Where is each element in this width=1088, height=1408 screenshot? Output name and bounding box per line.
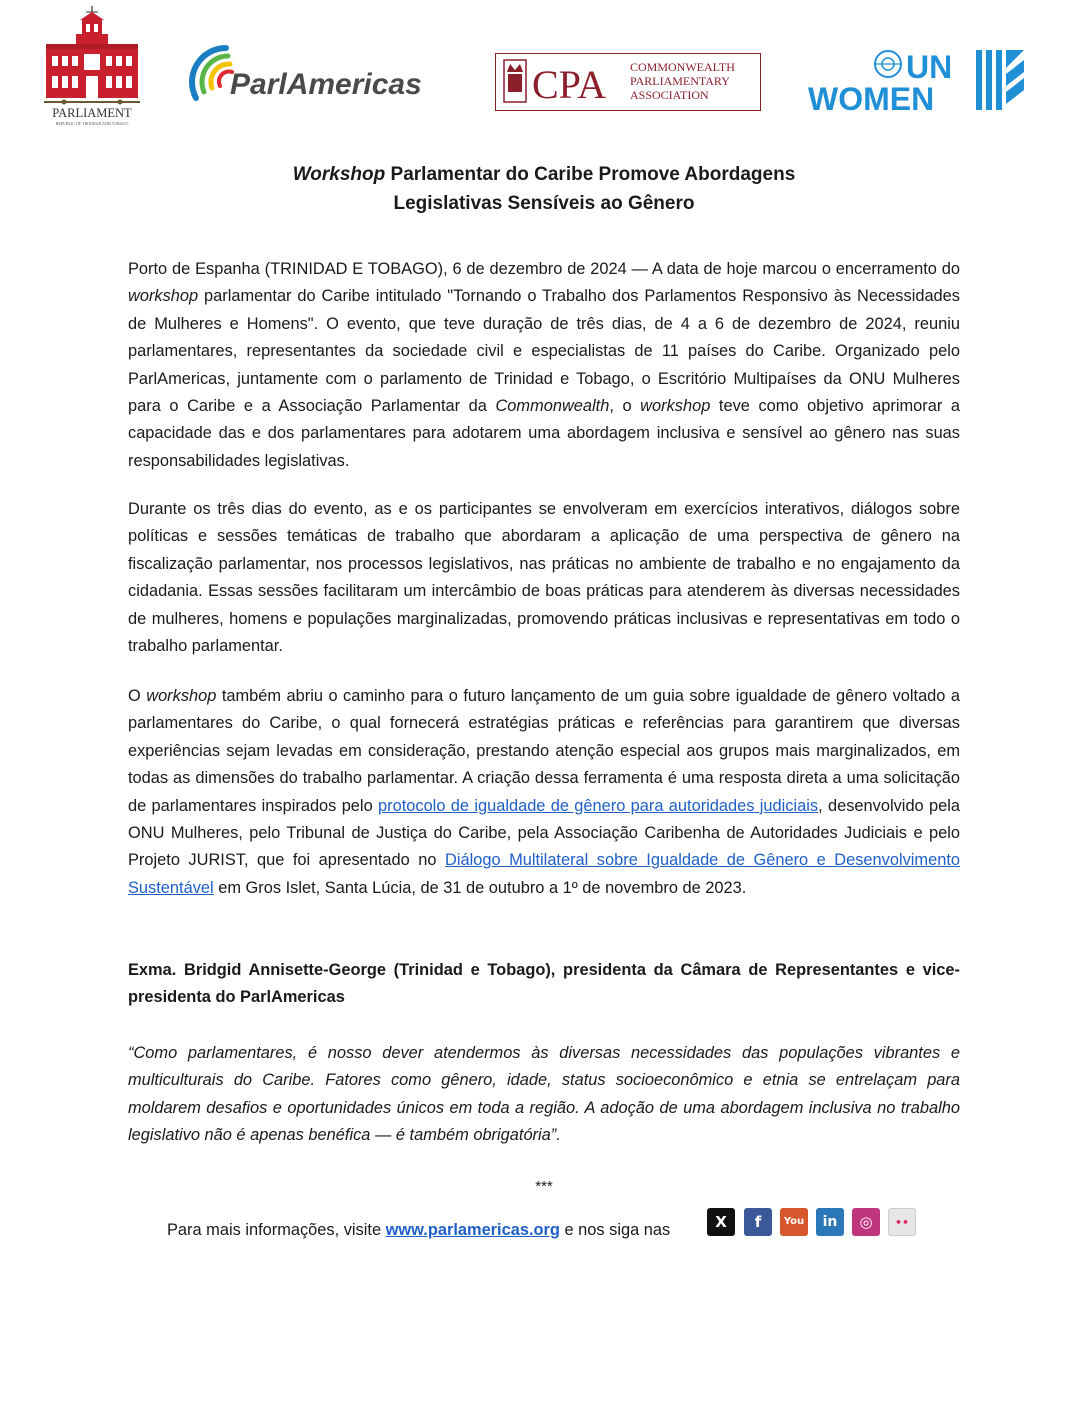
parlamericas-logo [186,42,466,118]
speaker-quote [128,1040,960,1150]
p1-text-b: parlamentar do Caribe intitulado "Tornando o Trabalho dos Parlamentos Responsivo às Necessidades de Mulheres e Homens". O evento, que teve duração de três dias, de 4 a 6 de dezembro de 2024, reuniu parlamentares, representantes da sociedade civil e especialistas de 11 países do Caribe. Organizado pelo ParlAmericas, juntamente com o parlamento de Trinidad e Tobago, o Escritório Multipaíses da ONU Mulheres para o Caribe e a Associação Parlamentar da [128,287,960,416]
p2-text: Durante os três dias do evento, as e os participantes se envolveram em exercícios interativos, diálogos sobre políticas e sessões temáticas de trabalho que abordaram a aplicação de uma perspectiva de gênero na fiscalização parlamentar, nos processos legislativos, nas práticas no ambiente de trabalho e no engajamento da cidadania. Essas sessões facilitaram um intercâmbio de boas práticas para atenderem às diversas necessidades de mulheres, homens e populações marginalizadas, promovendo práticas inclusivas e representativas em todo o trabalho parlamentar. [128,500,960,656]
paragraph-guide [128,683,960,902]
cpa-logo-line2: PARLIAMENTARY [630,74,730,88]
p3-text-a: O [128,687,147,705]
logo-bar [0,0,1088,140]
cpa-logo-acronym: CPA [532,62,607,107]
unwomen-logo-line2: WOMEN [808,81,935,112]
parliament-logo-sublabel: REPUBLIC OF TRINIDAD AND TOBAGO [55,121,129,126]
cpa-logo-line3: ASSOCIATION [630,88,709,102]
title-line-1-text: Parlamentar do Caribe Promove Abordagens [385,164,796,185]
cpa-logo-line1: COMMONWEALTH [630,60,735,74]
footer-prefix: Para mais informações, visite [167,1221,386,1239]
p1-em-commonwealth: Commonwealth [495,397,610,416]
p1-text-d: teve como objetivo aprimorar a capacidade das e dos parlamentares para adotarem uma abordagem inclusiva e sensível ao gênero nas suas responsabilidades legislativas. [128,397,961,470]
press-release-title [128,160,960,218]
footer-contact [167,1218,670,1242]
dialogue-link[interactable]: Diálogo Multilateral sobre Igualdade de Gênero e Desenvolvimento Sustentável [128,851,960,897]
cpa-logo [495,53,761,111]
facebook-icon[interactable]: f [744,1208,772,1236]
p3-text-b: também abriu o caminho para o futuro lançamento de um guia sobre igualdade de gênero voltado a parlamentares do Caribe, o qual fornecerá estratégias práticas e referências para garantirem que diversas experiências sejam levadas em consideração, prestando atenção especial aos grupos mais marginalizados, em todas as dimensões do trabalho parlamentar. A criação dessa ferramenta é uma resposta direta a uma solicitação de parlamentares inspirados pelo [128,687,961,815]
unwomen-logo [806,48,1028,112]
p1-text-a: Porto de Espanha (TRINIDAD E TOBAGO), 6 de dezembro de 2024 — A data de hoje marcou o encerramento do [128,260,960,278]
p3-text-d: em Gros Islet, Santa Lúcia, de 31 de outubro a 1º de novembro de 2023. [213,878,747,897]
parlamericas-logo-label: ParlAmericas [230,68,422,101]
flickr-icon[interactable]: •• [888,1208,916,1236]
website-link[interactable]: www.parlamericas.org [385,1221,560,1239]
p3-em-workshop: workshop [146,687,217,705]
title-line-1 [128,160,960,189]
p1-em-workshop-2: workshop [640,397,711,416]
p1-em-workshop: workshop [128,287,199,306]
linkedin-icon[interactable]: in [816,1208,844,1236]
paragraph-activities [128,496,960,660]
parliament-logo [42,4,142,128]
speaker-attribution [128,957,960,1012]
quote-text: “Como parlamentares, é nosso dever atendermos às diversas necessidades das populações vibrantes e multiculturais do Caribe. Fatores como gênero, idade, status socioeconômico e etnia se entrelaçam para moldarem desafios e oportunidades únicos em toda a região. A adoção de uma abordagem inclusiva no trabalho legislativo não é apenas benéfica — é também obrigatória”. [128,1044,960,1145]
x-icon[interactable]: X [707,1208,735,1236]
p3-text-c: , desenvolvido pela ONU Mulheres, pelo Tribunal de Justiça do Caribe, pela Associação Caribenha de Autoridades Judiciais e pelo Projeto JURIST, que foi apresentado no [128,796,960,870]
unwomen-logo-line1: UN [906,49,953,85]
protocol-link[interactable]: protocolo de igualdade de gênero para autoridades judiciais [378,796,819,815]
section-separator: *** [535,1178,553,1195]
instagram-icon[interactable]: ◎ [852,1208,880,1236]
footer-suffix: e nos siga nas [559,1221,671,1239]
p1-text-c: , o [609,397,641,416]
title-line-2: Legislativas Sensíveis ao Gênero [393,193,695,214]
youtube-icon[interactable]: You [780,1208,808,1236]
paragraph-intro [128,256,960,475]
parliament-logo-label: PARLIAMENT [52,106,132,120]
title-italic-word: Workshop [292,164,386,185]
speaker-text: Exma. Bridgid Annisette-George (Trinidad e Tobago), presidenta da Câmara de Representantes e vice-presidenta do ParlAmericas [128,961,960,1007]
